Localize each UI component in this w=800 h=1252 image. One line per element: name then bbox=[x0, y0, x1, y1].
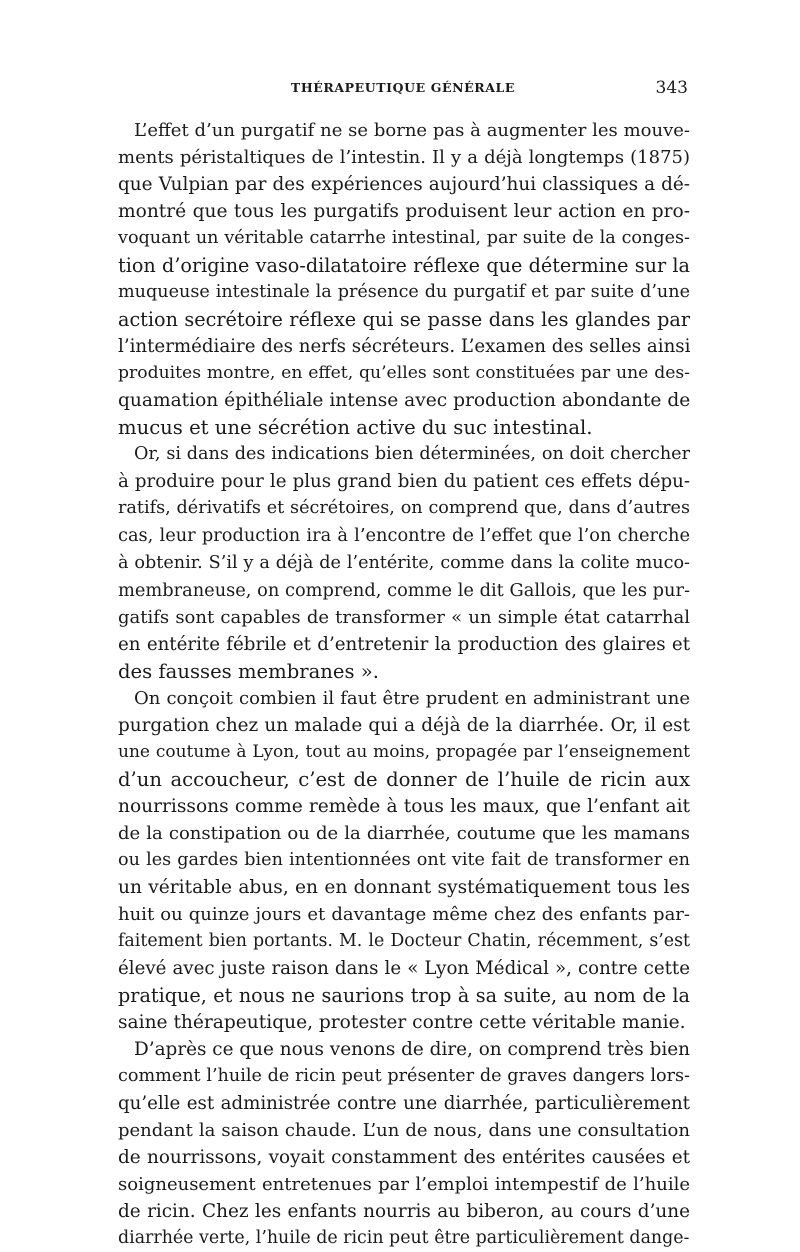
running-title: THÉRAPEUTIQUE GÉNÉRALE bbox=[290, 80, 516, 95]
text-line: diarrhée verte, l’huile de ricin peut être particulièrement dange- bbox=[118, 1228, 690, 1249]
text-line: à produire pour le plus grand bien du patient ces effets dépu- bbox=[118, 471, 690, 493]
text-line: en entérite fébrile et d’entretenir la production des glaires et bbox=[118, 633, 690, 655]
body-text bbox=[118, 117, 690, 1252]
text-line: saine thérapeutique, protester contre cette véritable manie. bbox=[118, 1012, 686, 1034]
text-line: Or, si dans des indications bien déterminées, on doit chercher bbox=[134, 444, 690, 465]
running-header bbox=[118, 78, 688, 102]
text-line: ou les gardes bien intentionnées ont vite fait de transformer en bbox=[118, 849, 690, 870]
text-line: action secrétoire réflexe qui se passe dans les glandes par bbox=[118, 308, 690, 332]
text-line: membraneuse, on comprend, comme le dit Gallois, que les pur- bbox=[118, 579, 690, 601]
text-line: l’intermédiaire des nerfs sécréteurs. L’examen des selles ainsi bbox=[118, 336, 691, 358]
text-line: L’effet d’un purgatif ne se borne pas à augmenter les mouve- bbox=[134, 120, 690, 141]
text-line: On conçoit combien il faut être prudent en administrant une bbox=[134, 687, 690, 709]
text-line: comment l’huile de ricin peut présenter de graves dangers lors- bbox=[118, 1066, 690, 1087]
text-line: à obtenir. S’il y a déjà de l’entérite, comme dans la colite muco- bbox=[118, 552, 690, 573]
page-number: 343 bbox=[655, 78, 688, 98]
text-line: de ricin. Chez les enfants nourris au biberon, au cours d’une bbox=[118, 1201, 690, 1223]
text-line: un véritable abus, en en donnant systématiquement tous les bbox=[118, 876, 690, 898]
text-line: ratifs, dérivatifs et sécrétoires, on comprend que, dans d’autres bbox=[118, 498, 690, 519]
text-line: tion d’origine vaso-dilatatoire réflexe que détermine sur la bbox=[118, 254, 690, 278]
text-line: gatifs sont capables de transformer « un simple état catarrhal bbox=[118, 606, 690, 628]
text-line: de la constipation ou de la diarrhée, coutume que les mamans bbox=[118, 822, 690, 844]
text-line: cas, leur production ira à l’encontre de l’effet que l’on cherche bbox=[118, 525, 690, 547]
text-line: D’après ce que nous venons de dire, on comprend très bien bbox=[134, 1039, 690, 1061]
text-line: de nourrissons, voyait constamment des entérites causées et bbox=[118, 1147, 690, 1169]
paragraph-4 bbox=[118, 1036, 690, 1252]
text-line: qu’elle est administrée contre une diarrhée, particulièrement bbox=[118, 1093, 690, 1115]
paragraph-2 bbox=[118, 441, 690, 684]
text-line: soigneusement entretenues par l’emploi intempestif de l’huile bbox=[118, 1174, 690, 1196]
text-line: d’un accoucheur, c’est de donner de l’huile de ricin aux bbox=[118, 767, 690, 791]
paragraph-1 bbox=[118, 117, 690, 441]
text-line: purgation chez un malade qui a déjà de la diarrhée. Or, il est bbox=[118, 714, 690, 736]
text-line: produites montre, en effet, qu’elles sont constituées par une des- bbox=[118, 363, 690, 384]
text-line: pendant la saison chaude. L’un de nous, dans une consultation bbox=[118, 1120, 690, 1142]
text-line: élevé avec juste raison dans le « Lyon Médical », contre cette bbox=[118, 957, 690, 979]
text-line: muqueuse intestinale la présence du purgatif et par suite d’une bbox=[118, 282, 690, 303]
text-line: faitement bien portants. M. le Docteur Chatin, récemment, s’est bbox=[118, 930, 690, 951]
text-line: quamation épithéliale intense avec production abondante de bbox=[118, 390, 691, 412]
text-line: pratique, et nous ne saurions trop à sa suite, au nom de la bbox=[118, 984, 690, 1007]
text-line: ments péristaltiques de l’intestin. Il y a déjà longtemps (1875) bbox=[118, 147, 690, 169]
text-line: que Vulpian par des expériences aujourd’hui classiques a dé- bbox=[118, 174, 690, 196]
text-line: des fausses membranes ». bbox=[118, 659, 380, 683]
text-line: nourrissons comme remède à tous les maux, que l’enfant ait bbox=[118, 795, 690, 817]
text-line: voquant un véritable catarrhe intestinal, par suite de la conges- bbox=[118, 228, 690, 249]
text-line: une coutume à Lyon, tout au moins, propagée par l’enseignement bbox=[118, 741, 690, 762]
text-line: mucus et une sécrétion active du suc intestinal. bbox=[118, 416, 593, 440]
text-line: montré que tous les purgatifs produisent leur action en pro- bbox=[118, 201, 690, 223]
paragraph-3 bbox=[118, 685, 690, 1036]
text-line: huit ou quinze jours et davantage même chez des enfants par- bbox=[118, 903, 690, 925]
